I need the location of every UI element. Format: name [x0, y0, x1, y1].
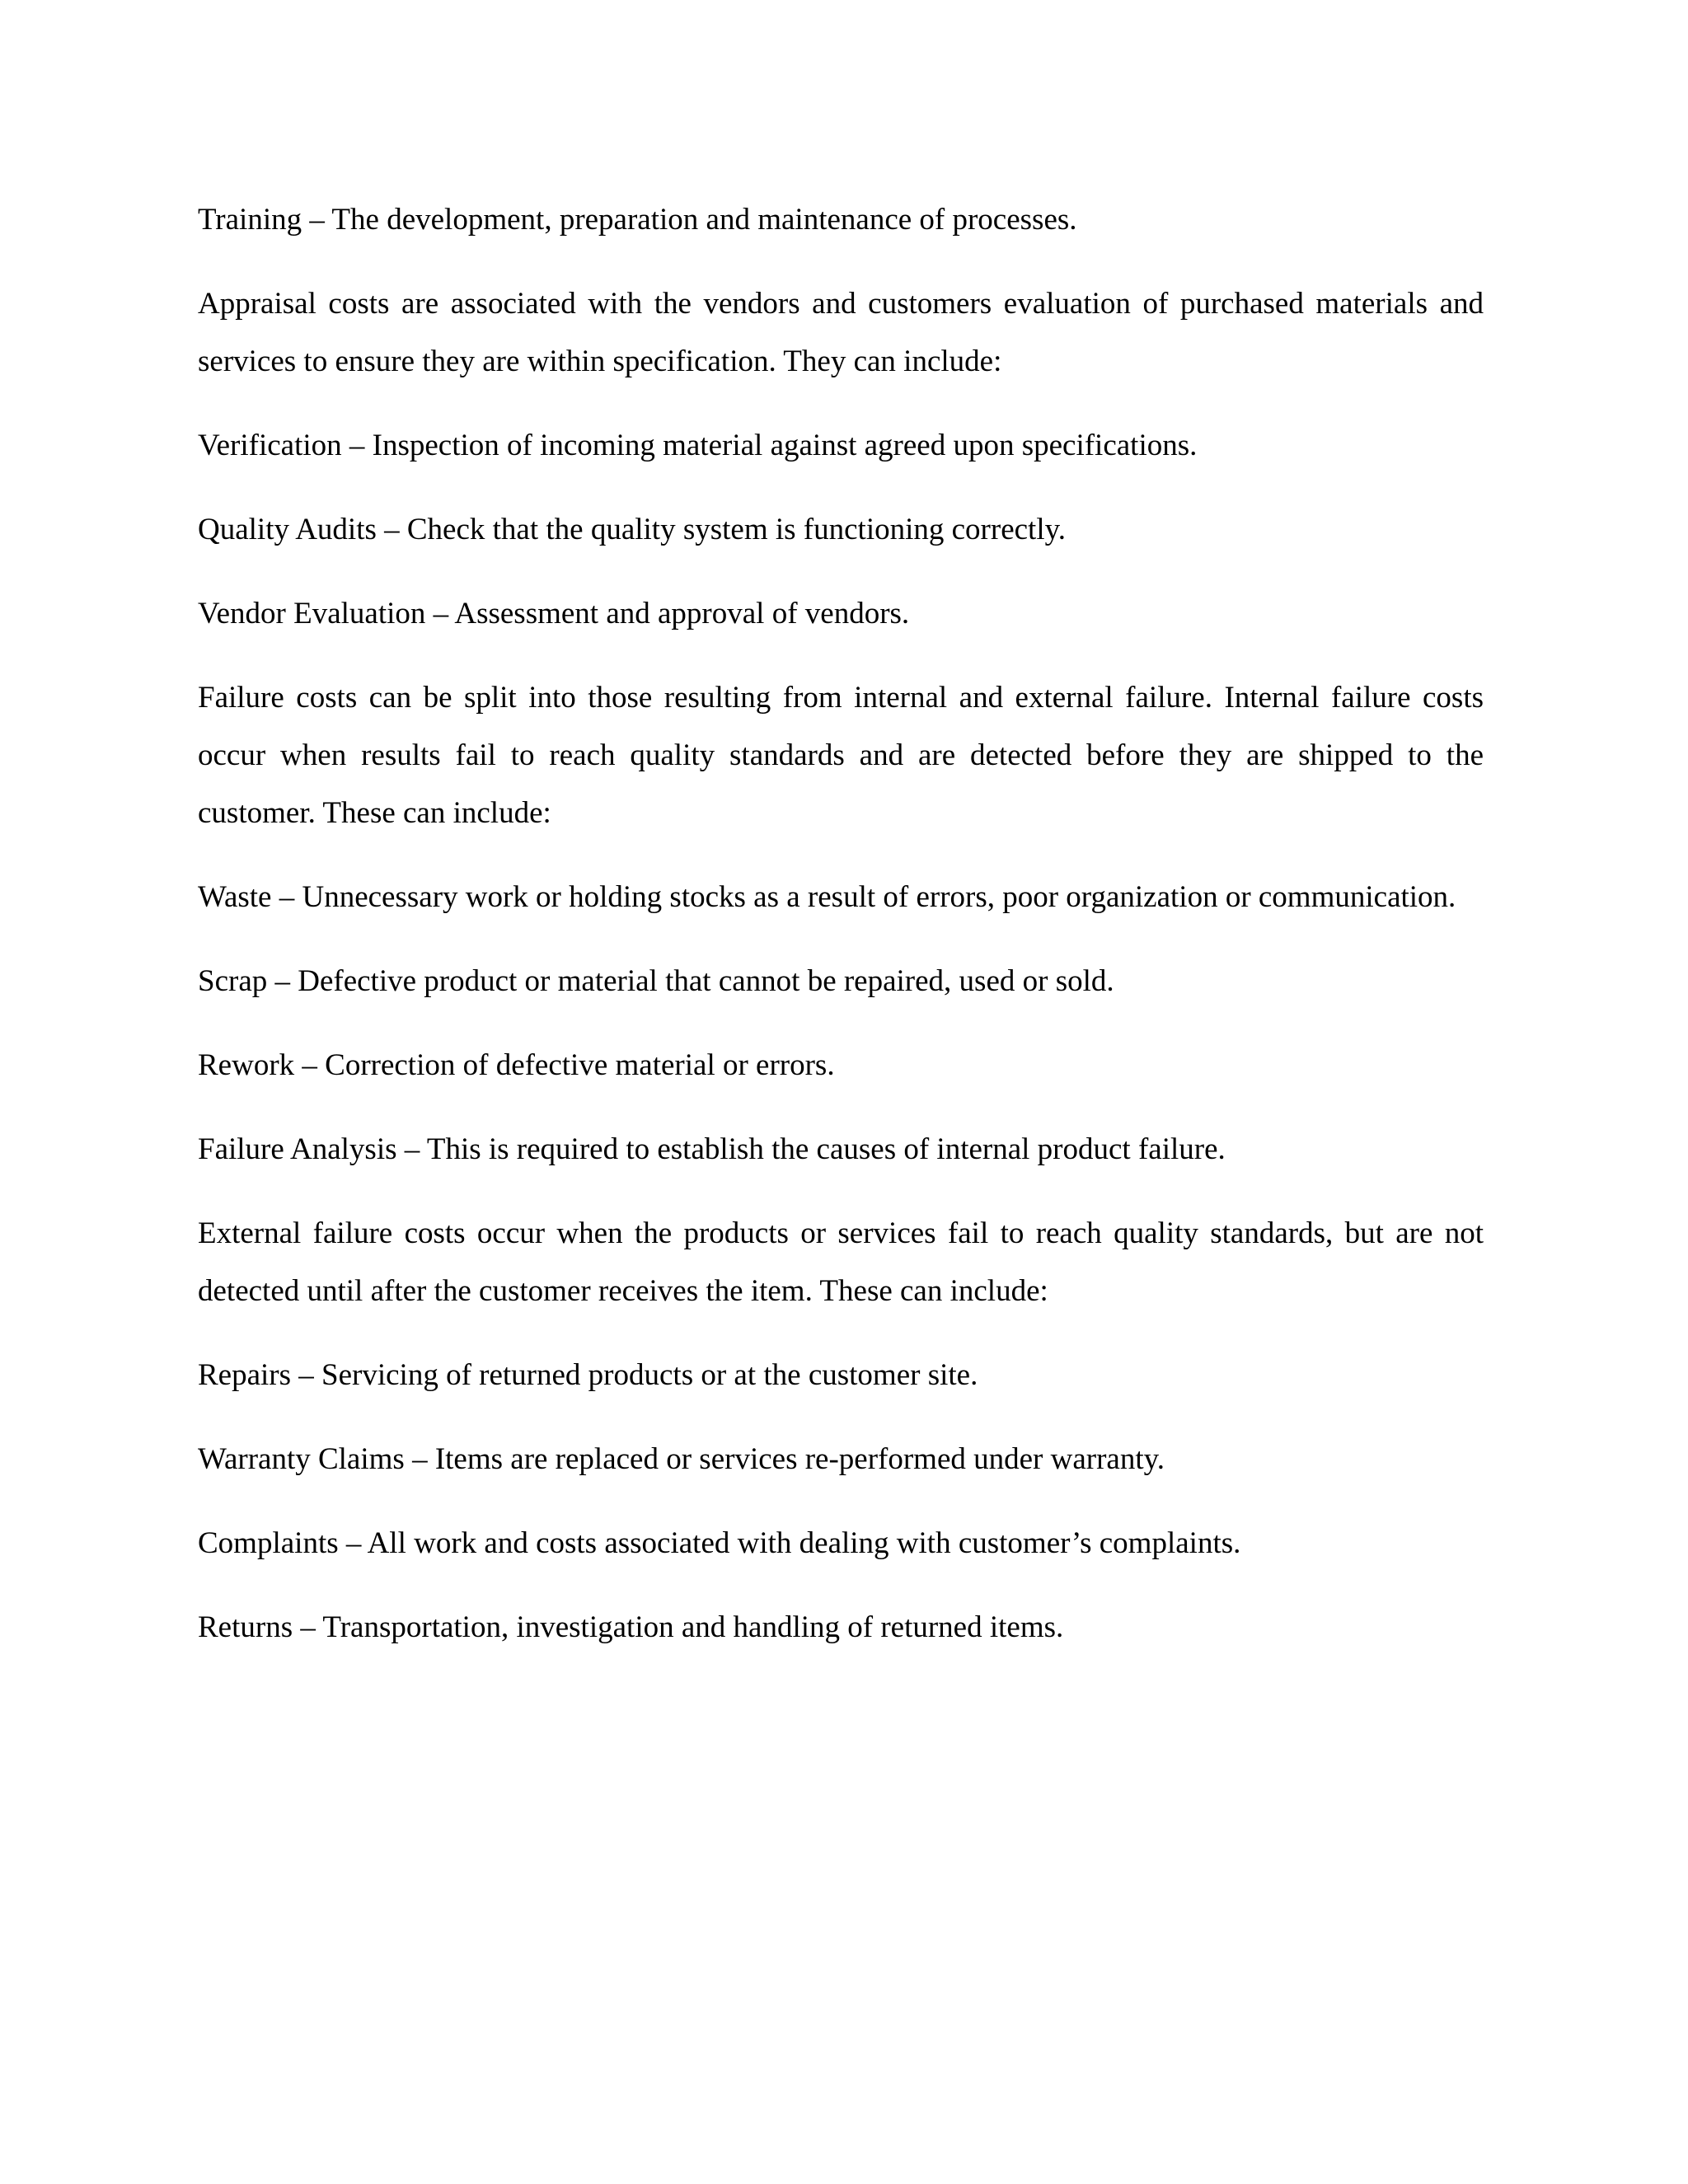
paragraph-returns: Returns – Transportation, investigation and handling of returned items. [198, 1610, 1064, 1644]
paragraph-complaints: Complaints – All work and costs associated with dealing with customer’s complaints. [198, 1526, 1241, 1560]
paragraph-warranty-claims: Warranty Claims – Items are replaced or services re-performed under warranty. [198, 1442, 1165, 1476]
paragraph-rework: Rework – Correction of defective material or errors. [198, 1048, 835, 1082]
document-body [198, 191, 1484, 1683]
paragraph-vendor-evaluation: Vendor Evaluation – Assessment and approval of vendors. [198, 597, 910, 630]
paragraph-scrap: Scrap – Defective product or material that cannot be repaired, used or sold. [198, 964, 1114, 998]
paragraph-waste: Waste – Unnecessary work or holding stocks as a result of errors, poor organization or communication. [198, 880, 1456, 914]
paragraph-training: Training – The development, preparation and maintenance of processes. [198, 203, 1077, 237]
paragraph-verification: Verification – Inspection of incoming material against agreed upon specifications. [198, 429, 1198, 462]
paragraph-failure-analysis: Failure Analysis – This is required to establish the causes of internal product failure. [198, 1132, 1226, 1166]
paragraph-repairs: Repairs – Servicing of returned products or at the customer site. [198, 1358, 978, 1392]
paragraph-quality-audits: Quality Audits – Check that the quality system is functioning correctly. [198, 513, 1066, 546]
paragraph-appraisal-costs: Appraisal costs are associated with the vendors and customers evaluation of purchased materials and services to ensure they are within specification. They can include: [198, 287, 1484, 378]
paragraph-external-failure-costs: External failure costs occur when the products or services fail to reach quality standards, but are not detected until after the customer receives the item. These can include: [198, 1216, 1484, 1308]
paragraph-failure-costs: Failure costs can be split into those resulting from internal and external failure. Internal failure costs occur when results fail to reach quality standards and are detected before they are shipped to the customer. These can include: [198, 681, 1484, 830]
